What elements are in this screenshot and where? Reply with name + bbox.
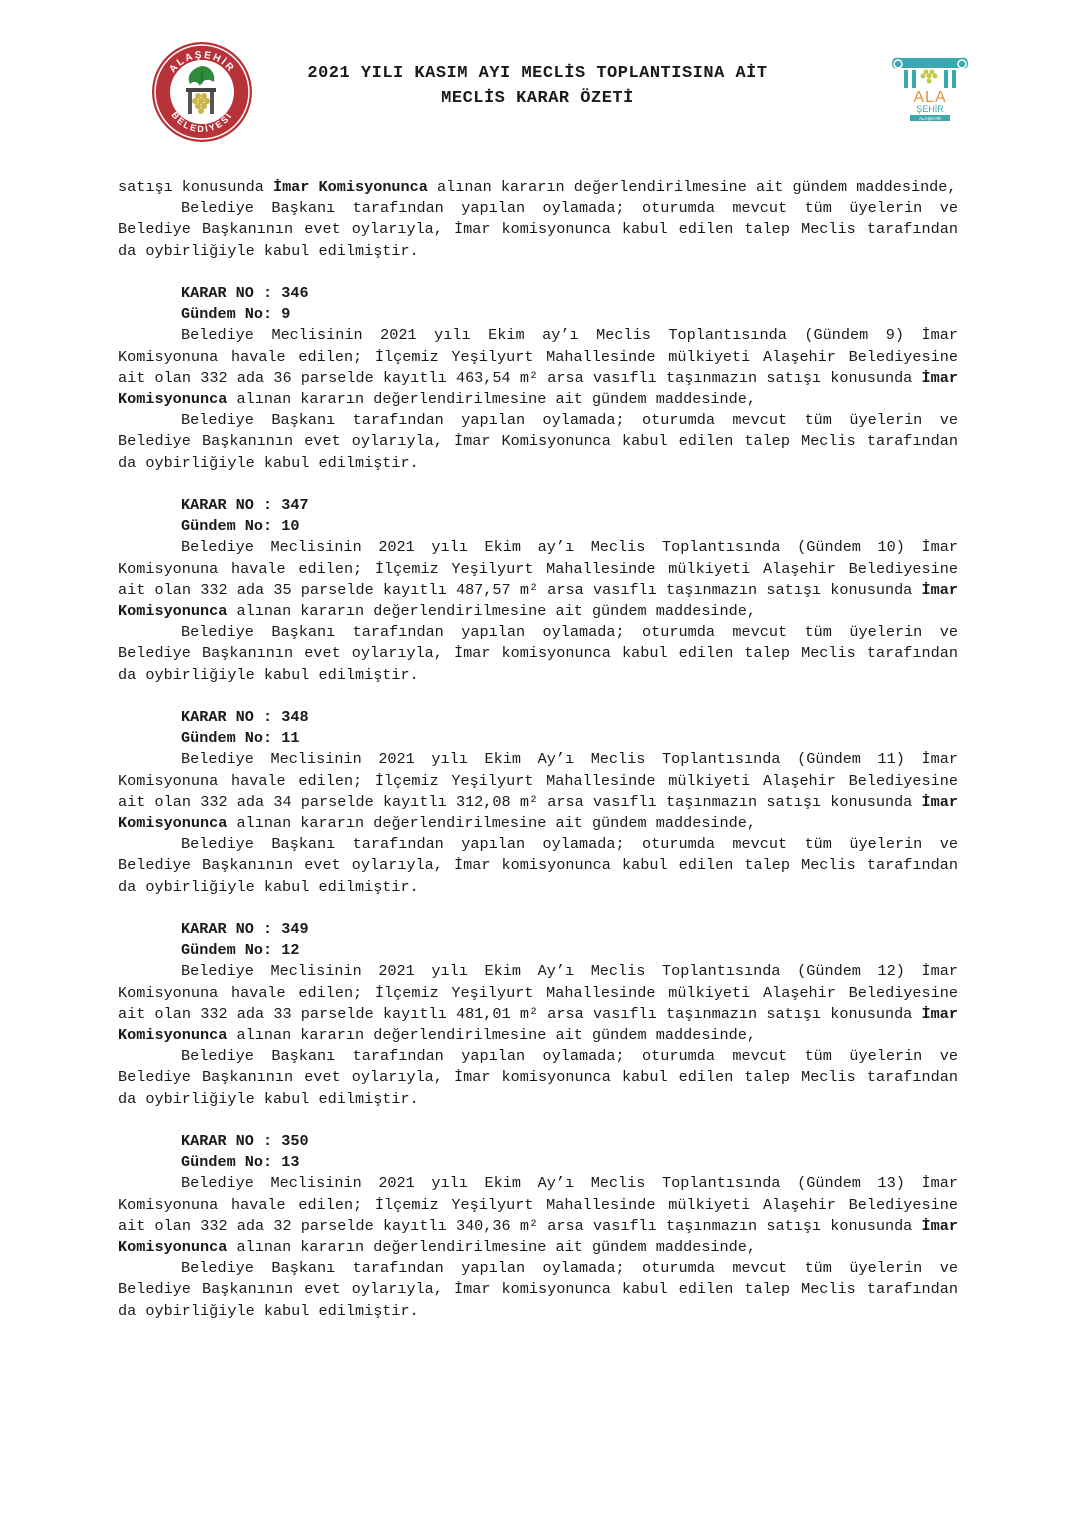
decision-item [118,919,958,1110]
decision-vote: Belediye Başkanı tarafından yapılan oylamada; oturumda mevcut tüm üyelerin ve Belediye Başkanının evet oylarıyla, İmar komisyonunca kabul edilen talep Meclis tarafından da oybirliğiyle kabul edilmiştir. [118,1047,958,1108]
agenda-number: Gündem No: 11 [181,729,300,748]
decision-body: Belediye Meclisinin 2021 yılı Ekim Ay’ı Meclis Toplantısında (Gündem 11) İmar Komisyonuna havale edilen; İlçemiz Yeşilyurt Mahallesinde mülkiyeti Alaşehir Belediyesine ait olan 332 ada 34 parselde kayıtlı 312,08 m² arsa vasıflı taşınmazın satışı konusunda İmar Komisyonunca alınan kararın değerlendirilmesine ait gündem maddesinde, [118,750,958,833]
page-header [0,0,1075,160]
agenda-number: Gündem No: 12 [181,941,300,960]
svg-text:ALA: ALA [913,89,947,106]
decision-number: KARAR NO : 348 [181,708,309,727]
svg-text:ŞEHİR: ŞEHİR [916,104,944,114]
document-body [118,177,958,1322]
decision-body: Belediye Meclisinin 2021 yılı Ekim ay’ı Meclis Toplantısında (Gündem 10) İmar Komisyonuna havale edilen; İlçemiz Yeşilyurt Mahallesinde mülkiyeti Alaşehir Belediyesine ait olan 332 ada 35 parselde kayıtlı 487,57 m² arsa vasıflı taşınmazın satışı konusunda İmar Komisyonunca alınan kararın değerlendirilmesine ait gündem maddesinde, [118,538,958,621]
decision-number: KARAR NO : 347 [181,496,309,515]
svg-text:BELEDİYESİ: BELEDİYESİ [169,109,235,135]
decision-body: satışı konusunda İmar Komisyonunca alınan kararın değerlendirilmesine ait gündem maddesinde, [118,178,957,196]
decision-body: Belediye Meclisinin 2021 yılı Ekim ay’ı Meclis Toplantısında (Gündem 9) İmar Komisyonuna havale edilen; İlçemiz Yeşilyurt Mahallesinde mülkiyeti Alaşehir Belediyesine ait olan 332 ada 36 parselde kayıtlı 463,54 m² arsa vasıflı taşınmazın satışı konusunda İmar Komisyonunca alınan kararın değerlendirilmesine ait gündem maddesinde, [118,326,958,409]
decision-item [118,707,958,898]
svg-text:ALAŞEHİR: ALAŞEHİR [167,49,237,76]
agenda-number: Gündem No: 10 [181,517,300,536]
decision-item [118,283,958,474]
decision-number: KARAR NO : 346 [181,284,309,302]
decision-vote: Belediye Başkanı tarafından yapılan oylamada; oturumda mevcut tüm üyelerin ve Belediye Başkanının evet oylarıyla, İmar komisyonunca kabul edilen talep Meclis tarafından da oybirliğiyle kabul edilmiştir. [118,1259,958,1320]
decision-item [118,1131,958,1322]
continued-decision [118,177,958,262]
document-subtitle: MECLİS KARAR ÖZETİ [441,89,634,108]
decision-number: KARAR NO : 350 [181,1132,309,1151]
decision-vote: Belediye Başkanı tarafından yapılan oylamada; oturumda mevcut tüm üyelerin ve Belediye Başkanının evet oylarıyla, İmar komisyonunca kabul edilen talep Meclis tarafından da oybirliğiyle kabul edilmiştir. [118,835,958,896]
decision-vote: Belediye Başkanı tarafından yapılan oylamada; oturumda mevcut tüm üyelerin ve Belediye Başkanının evet oylarıyla, İmar komisyonunca kabul edilen talep Meclis tarafından da oybirliğiyle kabul edilmiştir. [118,199,958,260]
agenda-number: Gündem No: 9 [181,305,291,324]
agenda-number: Gündem No: 13 [181,1153,300,1172]
decision-list [118,283,958,1322]
decision-vote: Belediye Başkanı tarafından yapılan oylamada; oturumda mevcut tüm üyelerin ve Belediye Başkanının evet oylarıyla, İmar Komisyonunca kabul edilen talep Meclis tarafından da oybirliğiyle kabul edilmiştir. [118,411,958,472]
ala-sehir-column-logo [888,54,972,124]
svg-text:ALAŞEHİR: ALAŞEHİR [918,116,942,121]
document-title: 2021 YILI KASIM AYI MECLİS TOPLANTISINA AİT [307,64,768,83]
decision-body: Belediye Meclisinin 2021 yılı Ekim Ay’ı Meclis Toplantısında (Gündem 13) İmar Komisyonuna havale edilen; İlçemiz Yeşilyurt Mahallesinde mülkiyeti Alaşehir Belediyesine ait olan 332 ada 32 parselde kayıtlı 340,36 m² arsa vasıflı taşınmazın satışı konusunda İmar Komisyonunca alınan kararın değerlendirilmesine ait gündem maddesinde, [118,1174,958,1257]
decision-vote: Belediye Başkanı tarafından yapılan oylamada; oturumda mevcut tüm üyelerin ve Belediye Başkanının evet oylarıyla, İmar komisyonunca kabul edilen talep Meclis tarafından da oybirliğiyle kabul edilmiştir. [118,623,958,684]
decision-number: KARAR NO : 349 [181,920,309,939]
decision-body: Belediye Meclisinin 2021 yılı Ekim Ay’ı Meclis Toplantısında (Gündem 12) İmar Komisyonuna havale edilen; İlçemiz Yeşilyurt Mahallesinde mülkiyeti Alaşehir Belediyesine ait olan 332 ada 33 parselde kayıtlı 481,01 m² arsa vasıflı taşınmazın satışı konusunda İmar Komisyonunca alınan kararın değerlendirilmesine ait gündem maddesinde, [118,962,958,1045]
decision-item [118,495,958,686]
